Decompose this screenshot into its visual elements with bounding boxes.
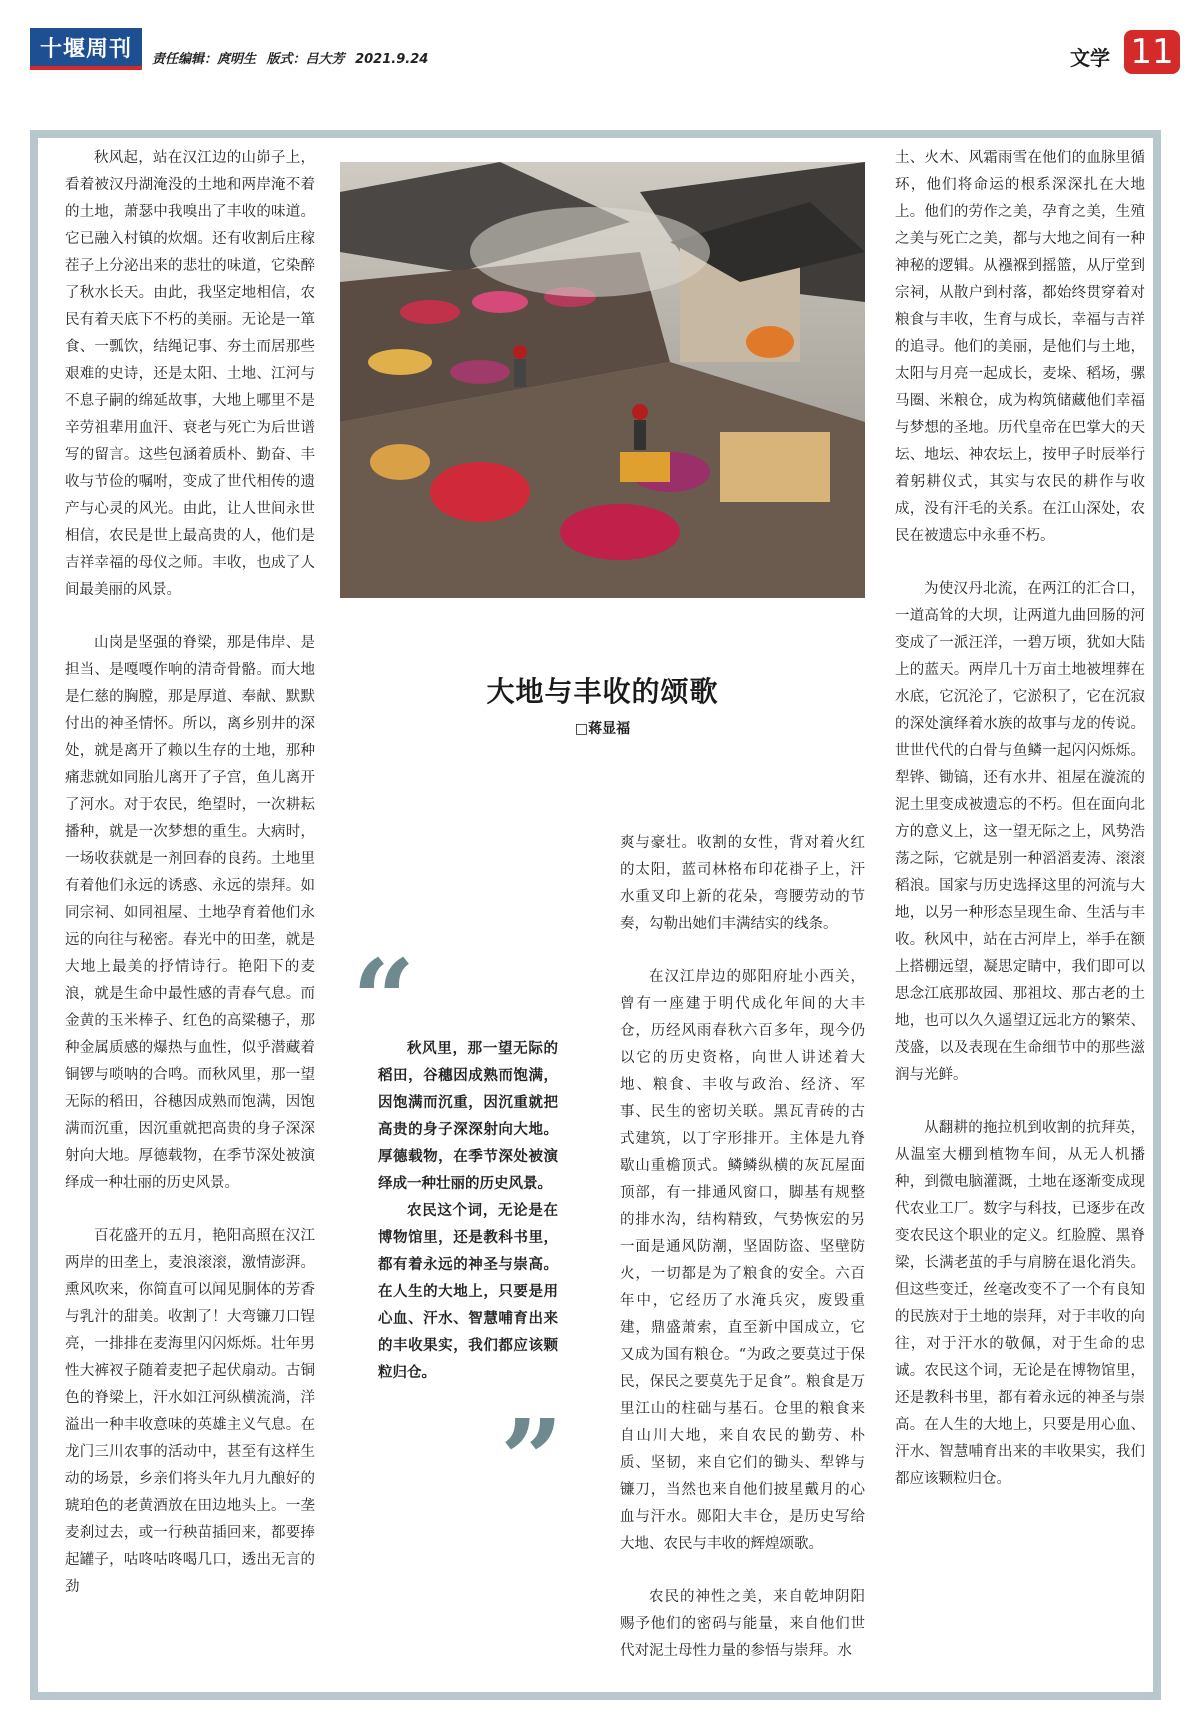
layout-name: 版式：吕大芳 [266,52,345,67]
page-header [30,28,1180,78]
page-number-badge: 11 [1124,30,1180,74]
article-author: □蒋显福 [574,721,631,737]
masthead-logo: 十堰周刊 [30,28,142,70]
photo-illustration [340,162,865,598]
paragraph: 爽与豪壮。收割的女性，背对着火红的太阳，蓝司林格布印花褂子上，汗水重叉印上新的花朵，弯腰劳动的节奏，勾勒出她们丰满结实的线条。 [620,835,865,932]
paragraph: 在汉江岸边的郧阳府址小西关，曾有一座建于明代成化年间的大丰仓，历经风雨春秋六百多年，现今仍以它的历史资格，向世人讲述着大地、粮食、丰收与政治、经济、军事、民生的密切关联。黑瓦青砖的古式建筑，以丁字形排开。主体是九脊歇山重檐顶式。鳞鳞纵横的灰瓦屋面顶部，有一排通风窗口，脚基有规整的排水沟，结构精致，气势恢宏的另一面是通风防潮，坚固防盗、坚壁防火，一切都是为了粮食的安全。六百年中，它经历了水淹兵灾，废毁重建，鼎盛萧索，直至新中国成立，它又成为国有粮仓。“为政之要莫过于保民，保民之要莫先于足食”。粮食是万里江山的柱础与基石。仓里的粮食来自山川大地，来自农民的勤劳、朴质、坚韧，来自它们的锄头、犁铧与镰刀，当然也来自他们披星戴月的心血与汗水。郧阳大丰仓，是历史写给大地、农民与丰收的辉煌颂歌。 [620,969,865,1552]
section-title: 文学 [1070,46,1110,70]
close-quote-mark: ” [500,1395,564,1524]
editor-name: 责任编辑：庹明生 [152,52,257,67]
article-title: 大地与丰收的颂歌 [486,675,719,708]
paragraph: 土、火木、风霜雨雪在他们的血脉里循环，他们将命运的根系深深扎在大地上。他们的劳作之美，孕育之美，生殖之美与死亡之美，都与大地之间有一种神秘的逻辑。从襁褓到摇篮，从厅堂到宗祠，从散户到村落，都始终贯穿着对粮食与丰收，生育与成长，幸福与吉祥的追寻。他们的美丽，是他们与土地，太阳与月亮一起成长，麦垛、稻场，骡马圈、米粮仓，成为构筑储藏他们幸福与梦想的圣地。历代皇帝在巴掌大的天坛、地坛、神农坛上，按甲子时辰举行着躬耕仪式，其实与农民的耕作与收成，没有汗毛的关系。在江山深处，农民在被遗忘中永垂不朽。 [895,150,1145,544]
article-title-block [340,670,865,738]
issue-date: 2021.9.24 [355,52,429,67]
left-column [65,145,315,1627]
pull-quote-paragraph: 农民这个词，无论是在博物馆里，还是教科书里，都有着永远的神圣与崇高。在人生的大地上，只要是用心血、汗水、智慧哺育出来的丰收果实，我们都应该颗粒归仓。 [378,1202,558,1381]
pull-quote-paragraph: 秋风里，那一望无际的稻田，谷穗因成熟而饱满，因饱满而沉重，因沉重就把高贵的身子深深射向大地。厚德载物，在季节深处被演绎成一种壮丽的历史风景。 [378,1040,558,1192]
open-quote-mark: “ [352,935,416,1064]
paragraph: 秋风起，站在汉江边的山峁子上，看着被汉丹湖淹没的土地和两岸淹不着的土地，萧瑟中我嗅出了丰收的味道。它已融入村镇的炊烟。还有收割后庄稼茬子上分泌出来的悲壮的味道，它染醉了秋水长天。由此，我坚定地相信，农民有着天底下不朽的美丽。无论是一箪食、一瓢饮，结绳记事、夯土而居那些艰难的史诗，还是太阳、土地、江河与不息子嗣的绵延故事，大地上哪里不是辛劳祖辈用血汗、衰老与死亡为后世谱写的留言。这些包涵着质朴、勤奋、丰收与节俭的嘱咐，变成了世代相传的遗产与心灵的风光。由此，让人世间永世相信，农民是世上最高贵的人，他们是吉祥幸福的母仪之师。丰收，也成了人间最美丽的风景。 [65,150,315,598]
paragraph: 从翻耕的拖拉机到收割的抗拜英，从温室大棚到植物车间，从无人机播种，到微电脑灌溉，土地在逐渐变成现代农业工厂。数字与科技，已逐步在改变农民这个职业的定义。红脸膛、黑脊梁，长满老茧的手与肩膀在退化消失。但这些变迁，丝毫改变不了一个有良知的民族对于土地的崇拜，对于丰收的向往，对于汗水的敬佩，对于生命的忠诚。农民这个词，无论是在博物馆里，还是教科书里，都有着永远的神圣与崇高。在人生的大地上，只要是用心血、汗水、智慧哺育出来的丰收果实，我们都应该颗粒归仓。 [895,1120,1145,1487]
paragraph: 百花盛开的五月，艳阳高照在汉江两岸的田垄上，麦浪滚滚，激情澎湃。熏风吹来，你简直可以闻见胴体的芳香与乳汁的甜美。收割了！大弯镰刀口锃亮，一排排在麦海里闪闪烁烁。壮年男性大裤衩子随着麦把子起伏扇动。古铜色的脊梁上，汗水如江河纵横流淌，洋溢出一种丰收意味的英雄主义气息。在龙门三川农事的活动中，甚至有这样生动的场景，乡亲们将头年九月九酿好的琥珀色的老黄酒放在田边地头上。一垄麦刹过去，或一行秧苗插回来，都要捧起罐子，咕咚咕咚喝几口，透出无言的劲 [65,1228,315,1595]
paragraph: 农民的神性之美，来自乾坤阴阳赐予他们的密码与能量，来自他们世代对泥土母性力量的参悟与崇拜。水 [620,1589,865,1659]
right-column [895,145,1145,1519]
paragraph: 为使汉丹北流，在两江的汇合口，一道高耸的大坝，让两道九曲回肠的河变成了一派汪洋，一碧万顷，犹如大陆上的蓝天。两岸几十万亩土地被埋葬在水底，它沉沦了，它淤积了，它在沉寂的深处演绎着水族的故事与龙的传说。世世代代的白骨与鱼鳞一起闪闪烁烁。犁铧、锄镐，还有水井、祖屋在漩流的泥土里变成被遗忘的不朽。但在面向北方的意义上，这一望无际之上，风势浩荡之际，它就是别一种滔滔麦涛、滚滚稻浪。国家与历史选择这里的河流与大地，以另一种形态呈现生命、生活与丰收。秋风中，站在古河岸上，举手在额上搭棚远望，凝思定睛中，我们即可以思念江底那故园、那祖坟、那古老的土地，也可以久久遥望辽远北方的繁荣、茂盛，以及表现在生命细节中的那些滋润与光鲜。 [895,581,1145,1083]
editor-credits [152,48,434,67]
paragraph: 山岗是坚强的脊梁，那是伟岸、是担当、是嘎嘎作响的清奇骨骼。而大地是仁慈的胸膛，那是厚道、奉献、默默付出的神圣情怀。所以，离乡别井的深处，就是离开了赖以生存的土地，那种痛悲就如同胎儿离开了子宫，鱼儿离开了河水。对于农民，绝望时，一次耕耘播种，就是一次梦想的重生。大病时，一场收获就是一剂回春的良药。土地里有着他们永远的诱惑、永远的崇拜。如同宗祠、如同祖屋、土地孕育着他们永远的向往与秘密。春光中的田垄，就是大地上最美的抒情诗行。艳阳下的麦浪，就是生命中最性感的青春气息。而金黄的玉米棒子、红色的高粱穗子，那种金属质感的爆热与血性，似乎潜藏着铜锣与唢呐的合鸣。而秋风里，那一望无际的稻田，谷穗因成熟而饱满，因饱满而沉重，因沉重就把高贵的身子深深射向大地。厚德载物，在季节深处被演绎成一种壮丽的历史风景。 [65,635,315,1191]
middle-column [620,830,865,1691]
pull-quote [378,1035,558,1386]
harvest-village-photo [340,162,865,598]
